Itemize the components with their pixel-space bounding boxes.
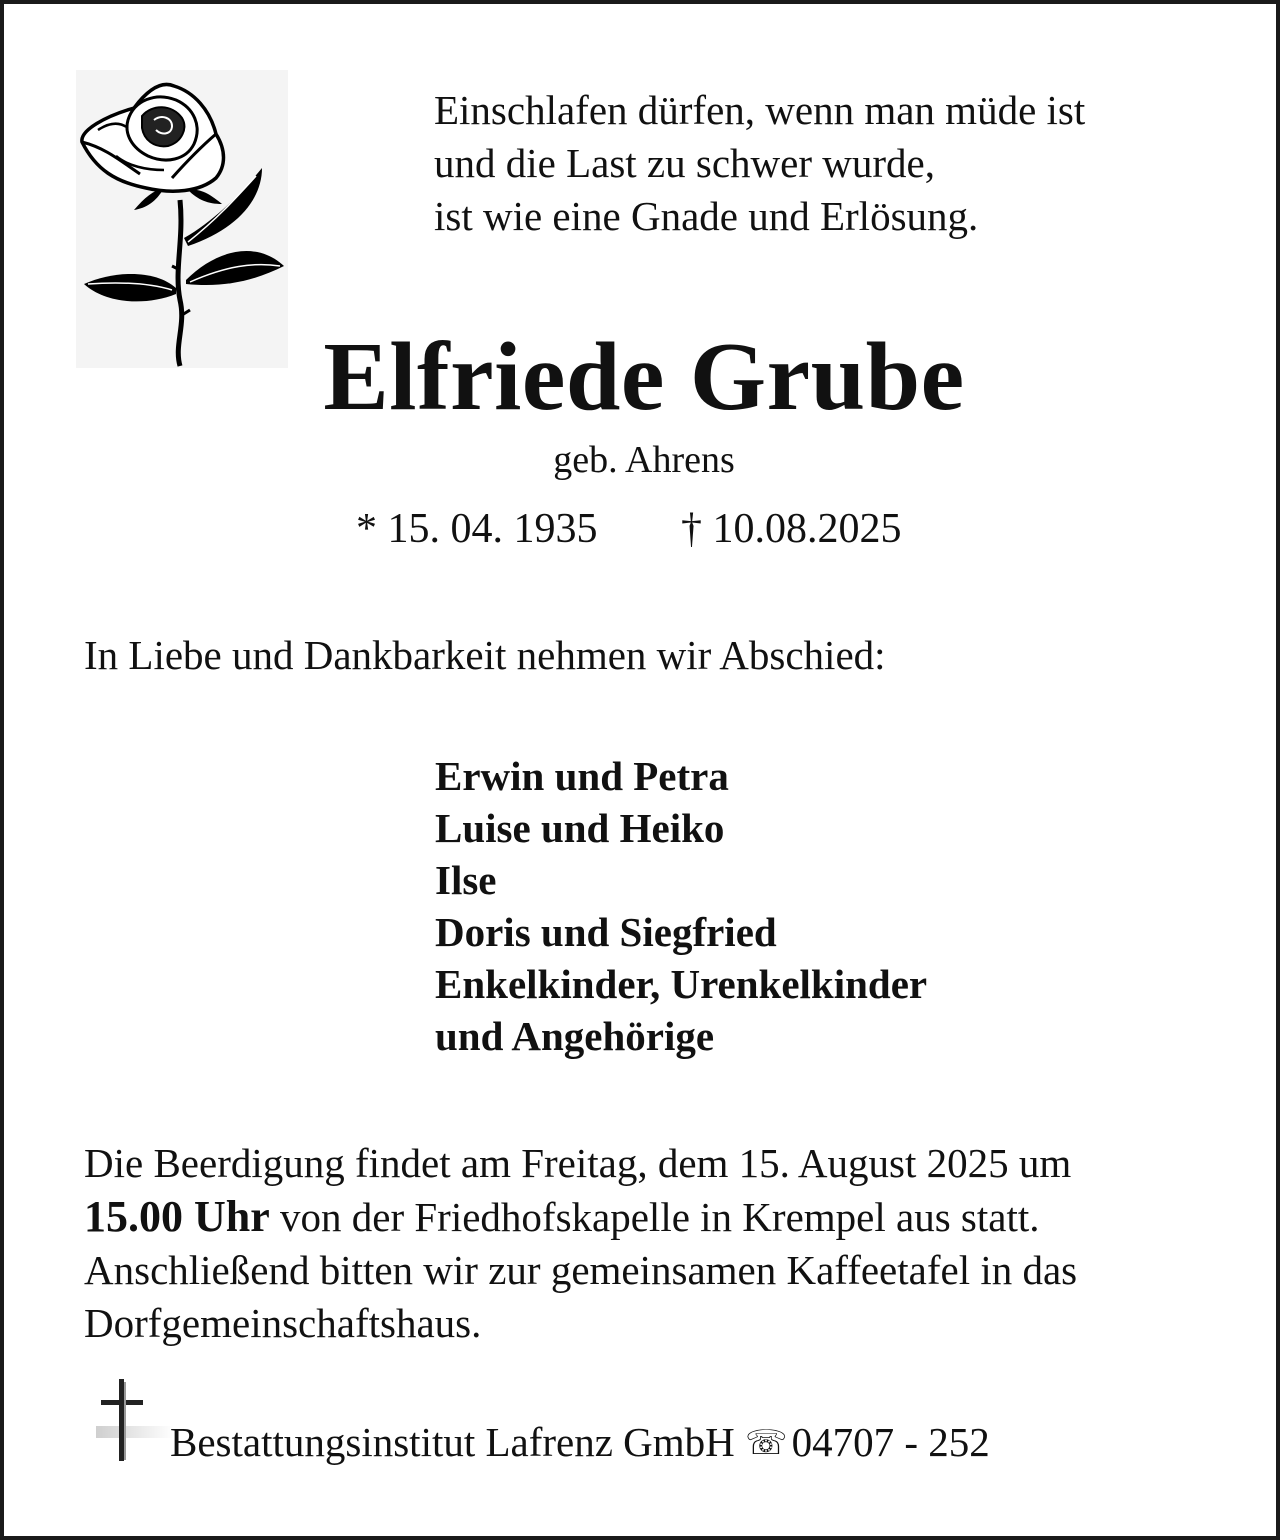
funeral-location: von der Friedhofskapelle in Krempel aus statt.: [269, 1194, 1040, 1240]
funeral-line: Dorfgemeinschaftshaus.: [84, 1300, 482, 1346]
funeral-home: [96, 1376, 1196, 1466]
list-item: Doris und Siegfried: [435, 909, 777, 955]
list-item: Erwin und Petra: [435, 753, 729, 799]
funeral-line: Die Beerdigung findet am Freitag, dem 15. August 2025 um: [84, 1140, 1072, 1186]
deceased-name: Elfriede Grube: [323, 323, 965, 431]
funeral-line: [84, 1190, 1214, 1244]
funeral-info: [84, 1137, 1214, 1350]
verse-line: Einschlafen dürfen, wenn man müde ist: [434, 87, 1086, 133]
list-item: Luise und Heiko: [435, 805, 725, 851]
funeral-home-text: [170, 1416, 990, 1470]
maiden-name: geb. Ahrens: [553, 439, 735, 481]
farewell-text: In Liebe und Dankbarkeit nehmen wir Abschied:: [84, 632, 886, 678]
funeral-line: Anschließend bitten wir zur gemeinsamen Kaffeetafel in das: [84, 1247, 1078, 1293]
verse: [434, 84, 1085, 243]
verse-line: ist wie eine Gnade und Erlösung.: [434, 193, 979, 239]
funeral-time: 15.00 Uhr: [84, 1192, 270, 1241]
cross-icon: [96, 1376, 176, 1466]
phone-icon: ☏: [745, 1425, 788, 1462]
list-item: Enkelkinder, Urenkelkinder: [435, 961, 928, 1007]
phone-number: 04707 - 252: [791, 1419, 990, 1465]
company-name: Bestattungsinstitut Lafrenz GmbH: [170, 1419, 735, 1465]
birth-date: * 15. 04. 1935: [356, 506, 598, 552]
mourners-list: [435, 750, 927, 1062]
list-item: Ilse: [435, 857, 497, 903]
verse-line: und die Last zu schwer wurde,: [434, 140, 935, 186]
death-date: † 10.08.2025: [681, 506, 902, 552]
list-item: und Angehörige: [435, 1013, 715, 1059]
